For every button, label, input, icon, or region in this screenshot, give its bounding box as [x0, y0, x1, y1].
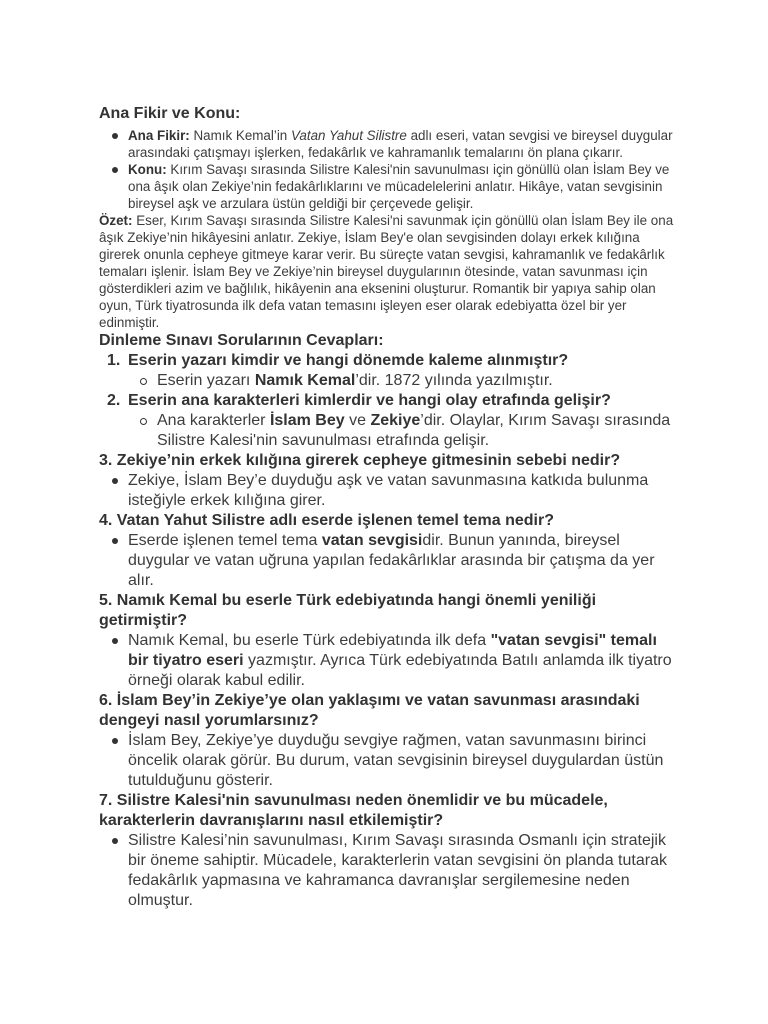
summary-paragraph: [99, 212, 678, 331]
answer-2: [99, 411, 678, 451]
question-3: 3. Zekiye’nin erkek kılığına girerek cepheye gitmesinin sebebi nedir?: [99, 452, 621, 469]
question-1: [99, 351, 678, 371]
bullet-dot-icon: [112, 738, 118, 744]
list-item-subject: [99, 161, 678, 212]
main-idea-book-title: Vatan Yahut Silistre: [290, 128, 407, 143]
question-7: 7. Silistre Kalesi'nin savunulması neden önemlidir ve bu mücadele, karakterlerin davranışlarını nasıl etkilemiştir?: [99, 792, 608, 829]
answer-text: Silistre Kalesi’nin savunulması, Kırım Savaşı sırasında Osmanlı için stratejik bir öneme sahiptir. Mücadele, karakterlerin vatan sevgisini ön planda tutarak fedakârlık yapmasına ve kahramanca davranışlar sergilemesine neden olmuştur.: [128, 832, 667, 909]
answer-bold-text: "vatan sevgisi" temalı bir tiyatro eseri: [128, 632, 657, 669]
answer-text: ve: [344, 412, 371, 429]
circle-bullet-icon: [140, 378, 147, 385]
answer-text: Eserde işlenen temel tema: [128, 532, 322, 549]
answer-7: [99, 831, 678, 911]
question-5: 5. Namık Kemal bu eserle Türk edebiyatında hangi önemli yeniliği getirmiştir?: [99, 592, 597, 629]
answer-bold-text: İslam Bey: [269, 412, 345, 429]
answer-bold-text: Zekiye: [370, 412, 421, 429]
answer-text: ’dir. Olaylar, Kırım Savaşı sırasında Silistre Kalesi'nin savunulması etrafında gelişir.: [157, 412, 671, 449]
circle-bullet-icon: [140, 418, 147, 425]
answer-text: Namık Kemal, bu eserle Türk edebiyatında ilk defa: [128, 632, 491, 649]
answer-text: ’dir. 1872 yılında yazılmıştır.: [355, 372, 553, 389]
bullet-dot-icon: [112, 538, 118, 544]
answer-text: dir. Bunun yanında, bireysel duygular ve vatan uğruna yapılan fedakârlıklar arasında bir çatışma da yer alır.: [128, 532, 655, 589]
bullet-dot-icon: [112, 638, 118, 644]
question-4: 4. Vatan Yahut Silistre adlı eserde işlenen temel tema nedir?: [99, 512, 554, 529]
summary-text: Eser, Kırım Savaşı sırasında Silistre Kalesi'ni savunmak için gönüllü olan İslam Bey ile ona âşık Zekiye’nin hikâyesini anlatır. Zekiye, İslam Bey'e olan sevgisinden dolayı erkek kılığına girerek onunla cepheye gitmeye karar verir. Bu süreçte vatan sevgisi, kahramanlık ve fedakârlık temaları işlenir. İslam Bey ve Zekiye’nin bireysel duygularının ötesinde, vatan savunması için gösterdikleri azim ve bağlılık, hikâyenin ana eksenini oluşturur. Romantik bir yapıya sahip olan oyun, Türk tiyatrosunda ilk defa vatan temasını işleyen eser olarak edebiyatta özel bir yer edinmiştir.: [99, 213, 674, 330]
bullet-dot-icon: [112, 167, 118, 173]
main-idea-text-after: adlı eseri, vatan sevgisi ve bireysel duygular arasındaki çatışmayı işlerken, fedakârlık ve kahramanlık temalarını ön plana çıkarır.: [128, 128, 673, 160]
answer-bold-text: vatan sevgisi: [321, 532, 423, 549]
main-idea-label: Ana Fikir:: [128, 128, 190, 143]
answer-text: Ana karakterler: [157, 412, 270, 429]
bullet-dot-icon: [112, 838, 118, 844]
list-item-main-idea: [99, 127, 678, 161]
answer-text: Zekiye, İslam Bey’e duyduğu aşk ve vatan savunmasına katkıda bulunma isteğiyle erkek kılığına girer.: [128, 472, 649, 509]
question-text: Eserin yazarı kimdir ve hangi dönemde kaleme alınmıştır?: [128, 352, 569, 369]
answer-bold-text: Namık Kemal: [254, 372, 356, 389]
main-idea-text-before: Namık Kemal’in: [189, 128, 291, 143]
question-text: Eserin ana karakterleri kimlerdir ve hangi olay etrafında gelişir?: [128, 392, 611, 409]
answer-text: Eserin yazarı: [157, 372, 255, 389]
summary-label: Özet:: [99, 213, 133, 228]
question-number: 2.: [107, 392, 121, 409]
subject-text: Kırım Savaşı sırasında Silistre Kalesi'nin savunulması için gönüllü olan İslam Bey ve ona âşık olan Zekiye’nin fedakârlıklarını ve mücadelelerini anlatır. Hikâye, vatan sevgisinin bireysel aşk ve arzulara üstün geldiği bir çerçevede gelişir.: [128, 162, 670, 211]
answers-heading: Dinleme Sınavı Sorularının Cevapları:: [99, 332, 384, 349]
answer-3: [99, 471, 678, 511]
answer-text: yazmıştır. Ayrıca Türk edebiyatında Batılı anlamda ilk tiyatro örneği olarak kabul edilir.: [128, 652, 672, 689]
answer-text: İslam Bey, Zekiye’ye duyduğu sevgiye rağmen, vatan savunmasını birinci öncelik olarak görür. Bu durum, vatan sevgisinin bireysel duygulardan üstün tutulduğunu gösterir.: [128, 732, 664, 789]
bullet-dot-icon: [112, 133, 118, 139]
answer-5: [99, 631, 678, 691]
answer-6: [99, 731, 678, 791]
subject-label: Konu:: [128, 162, 167, 177]
theme-list: [99, 127, 678, 212]
question-2: [99, 391, 678, 411]
question-6: 6. İslam Bey’in Zekiye’ye olan yaklaşımı ve vatan savunması arasındaki dengeyi nasıl yorumlarsınız?: [99, 692, 640, 729]
main-heading: Ana Fikir ve Konu:: [99, 105, 241, 122]
bullet-dot-icon: [112, 478, 118, 484]
answer-4: [99, 531, 678, 591]
question-number: 1.: [107, 352, 121, 369]
answer-1: [99, 371, 678, 391]
